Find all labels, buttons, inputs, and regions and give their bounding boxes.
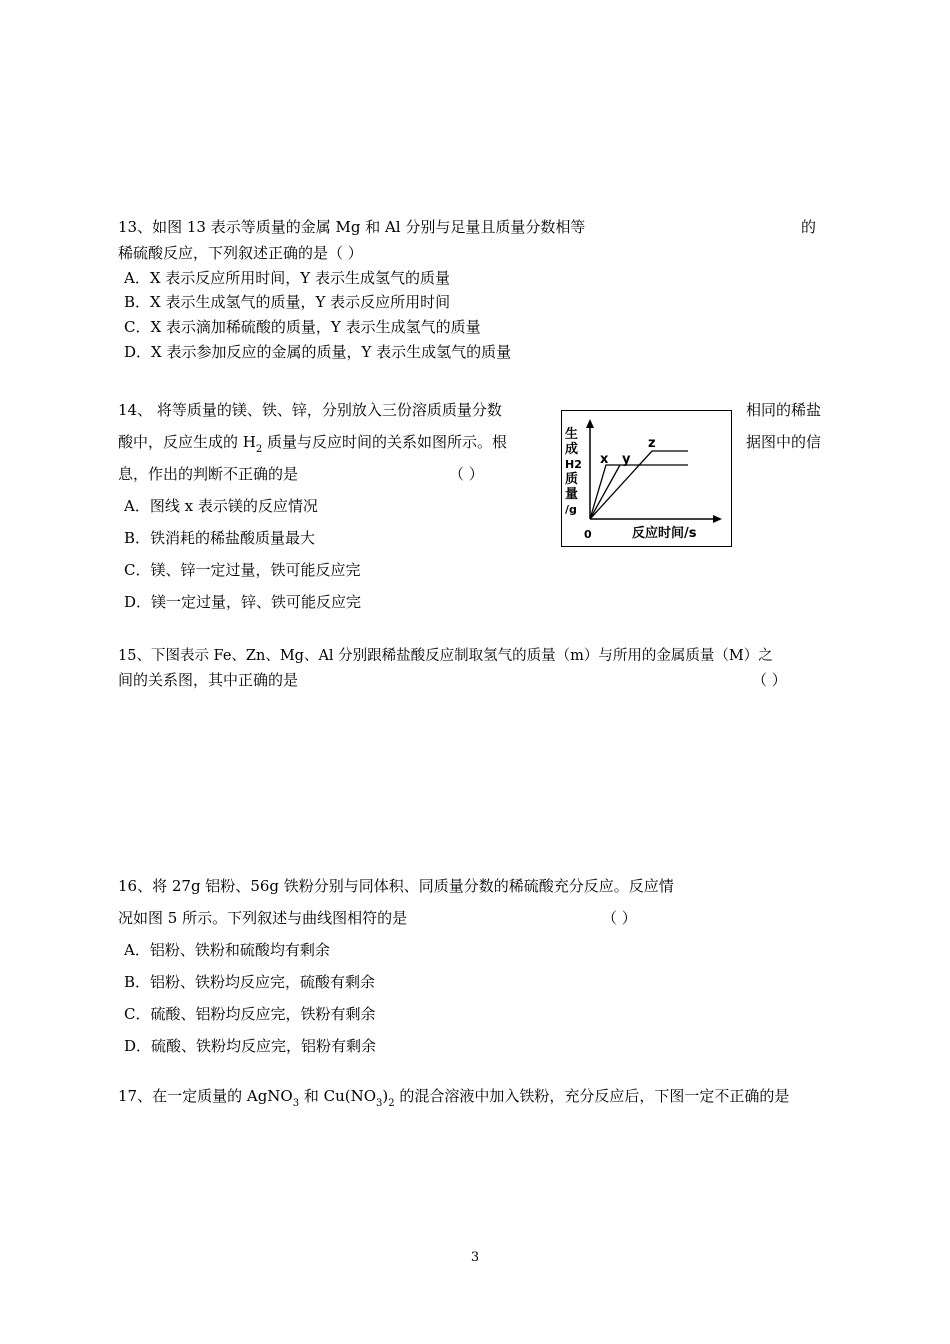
- graph-ylabel-char: 生: [565, 427, 579, 442]
- graph-curve-label-y: y: [622, 452, 631, 467]
- q15-stem-line1: 15、下图表示 Fe、Zn、Mg、Al 分别跟稀盐酸反应制取氢气的质量（m）与所用的金属质量（M）之: [118, 648, 773, 664]
- q17-subscript: 3: [376, 1098, 383, 1109]
- q15-stem-line2: 间的关系图，其中正确的是: [118, 671, 299, 689]
- q14-option-a: A．图线 x 表示镁的反应情况: [124, 497, 318, 515]
- q14-option-b: B．铁消耗的稀盐酸质量最大: [124, 529, 316, 547]
- q14-graph: [561, 410, 732, 547]
- q14-h2-subscript: 2: [255, 444, 263, 455]
- q17-part2: 和 Cu(NO: [299, 1087, 377, 1105]
- q16-stem-line1: 16、将 27g 铝粉、56g 铁粉分别与同体积、同质量分数的稀硫酸充分反应。反应情: [118, 877, 674, 895]
- q16-option-a: A．铝粉、铁粉和硫酸均有剩余: [124, 941, 330, 959]
- q13-stem-line1-tail: 的: [801, 218, 817, 236]
- page-number: 3: [470, 1250, 480, 1265]
- q16-option-d: D．硫酸、铁粉均反应完，铝粉有剩余: [124, 1037, 377, 1055]
- q13-option-d: D．X 表示参加反应的金属的质量，Y 表示生成氢气的质量: [124, 343, 512, 361]
- q16-option-c: C．硫酸、铝粉均反应完，铁粉有剩余: [124, 1005, 376, 1023]
- graph-ylabel-char: 质: [565, 472, 579, 487]
- graph-ylabel-char: H2: [565, 458, 582, 471]
- graph-curve-label-x: x: [600, 452, 609, 467]
- graph-ylabel-char: 成: [565, 442, 579, 457]
- q17-part1: 17、在一定质量的 AgNO: [118, 1087, 293, 1105]
- q13-option-b: B．X 表示生成氢气的质量，Y 表示反应所用时间: [124, 293, 451, 311]
- q14-stem-line3: 息，作出的判断不正确的是: [118, 465, 299, 483]
- q14-line2-a: 酸中，反应生成的 H: [118, 433, 256, 451]
- q14-stem-line1-tail: 相同的稀盐: [746, 401, 822, 419]
- q14-stem-line2: [118, 432, 507, 455]
- graph-xlabel: 反应时间/s: [632, 526, 697, 541]
- y-axis-arrow-icon: [586, 419, 594, 428]
- q15-answer-paren: （ ）: [752, 671, 787, 689]
- q14-graph-svg: [562, 411, 731, 546]
- graph-curve-label-z: z: [648, 436, 656, 451]
- q14-option-d: D．镁一定过量，锌、铁可能反应完: [124, 593, 362, 611]
- q13-stem-line2: 稀硫酸反应，下列叙述正确的是（ ）: [118, 244, 363, 262]
- curve-y: [590, 465, 620, 519]
- q14-line2-b: 质量与反应时间的关系如图所示。根: [262, 433, 508, 451]
- q16-answer-paren: （ ）: [602, 909, 637, 927]
- q16-option-b: B．铝粉、铁粉均反应完，硫酸有剩余: [124, 973, 376, 991]
- q14-stem-line1: 14、 将等质量的镁、铁、锌，分别放入三份溶质质量分数: [118, 401, 502, 419]
- graph-origin: 0: [584, 528, 592, 541]
- q14-answer-paren: （ ）: [449, 465, 484, 483]
- x-axis-arrow-icon: [713, 515, 722, 523]
- q13-option-a: A．X 表示反应所用时间，Y 表示生成氢气的质量: [124, 269, 450, 287]
- q17-subscript: 2: [388, 1098, 395, 1109]
- q13-option-c: C．X 表示滴加稀硫酸的质量，Y 表示生成氢气的质量: [124, 318, 481, 336]
- graph-ylabel-char: /g: [565, 503, 577, 516]
- q17-part4: 的混合溶液中加入铁粉，充分反应后，下图一定不正确的是: [394, 1087, 790, 1105]
- graph-ylabel-char: 量: [565, 487, 579, 502]
- q14-stem-line2-tail: 据图中的信: [746, 433, 822, 451]
- q17-subscript: 3: [292, 1098, 300, 1109]
- q17-stem: [118, 1086, 789, 1109]
- q13-stem-line1: 13、如图 13 表示等质量的金属 Mg 和 Al 分别与足量且质量分数相等: [118, 218, 586, 236]
- q14-option-c: C．镁、锌一定过量，铁可能反应完: [124, 561, 361, 579]
- q16-stem-line2: 况如图 5 所示。下列叙述与曲线图相符的是: [118, 909, 408, 927]
- q17-part3: ): [382, 1087, 389, 1105]
